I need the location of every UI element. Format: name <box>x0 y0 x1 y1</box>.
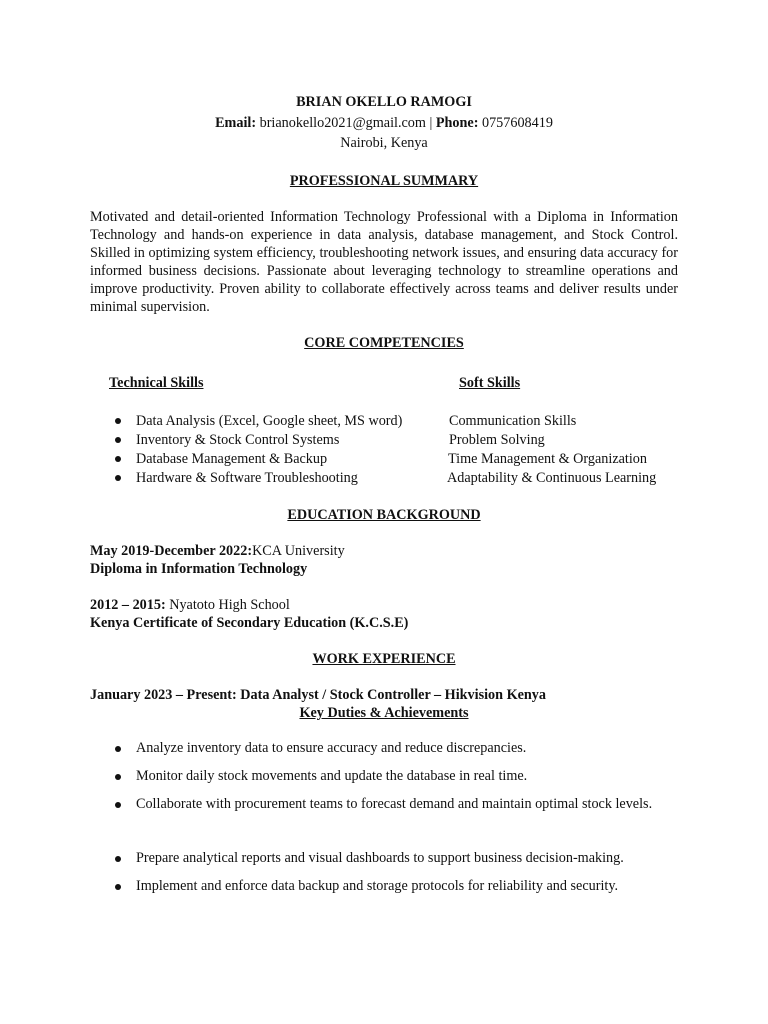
soft-skills-heading: Soft Skills <box>459 375 521 391</box>
bullet-icon <box>115 475 121 481</box>
bullet-icon <box>115 802 121 808</box>
contact-line <box>0 114 768 132</box>
duty-item: Collaborate with procurement teams to forecast demand and maintain optimal stock levels. <box>136 796 653 812</box>
work-heading: WORK EXPERIENCE <box>312 651 456 667</box>
bullet-icon <box>115 856 121 862</box>
location: Nairobi, Kenya <box>340 135 428 151</box>
education-period: 2012 – 2015: <box>90 597 166 613</box>
soft-skill-item: Time Management & Organization <box>448 451 647 467</box>
email-label: Email: <box>215 115 257 131</box>
education-entry <box>90 542 345 560</box>
technical-skill-item: Database Management & Backup <box>136 451 328 467</box>
phone-label: Phone: <box>435 115 479 131</box>
education-heading: EDUCATION BACKGROUND <box>287 507 481 523</box>
email-value: brianokello2021@gmail.com <box>259 115 426 131</box>
duty-item: Implement and enforce data backup and storage protocols for reliability and security. <box>136 878 619 894</box>
candidate-name: BRIAN OKELLO RAMOGI <box>296 94 472 110</box>
bullet-icon <box>115 746 121 752</box>
contact-separator: | <box>429 115 433 131</box>
bullet-icon <box>115 456 121 462</box>
education-institution: Nyatoto High School <box>165 597 290 613</box>
duty-item: Monitor daily stock movements and update the database in real time. <box>136 768 528 784</box>
education-qualification: Kenya Certificate of Secondary Education (K.C.S.E) <box>90 615 409 631</box>
education-qualification: Diploma in Information Technology <box>90 561 308 577</box>
technical-skill-item: Hardware & Software Troubleshooting <box>136 470 358 486</box>
soft-skill-item: Communication Skills <box>449 413 577 429</box>
summary-text: Motivated and detail-oriented Information Technology Professional with a Diploma in Information Technology and hands-on experience in data analysis, database management, and Stock Control. Skilled in optimizing system efficiency, troubleshooting network issues, and ensuring data accuracy for informed business decisions. Passionate about leveraging technology to streamline operations and improve productivity. Proven ability to collaborate effectively across teams and deliver results under minimal supervision. <box>90 209 678 315</box>
bullet-icon <box>115 437 121 443</box>
soft-skill-item: Adaptability & Continuous Learning <box>447 470 657 486</box>
technical-skill-item: Inventory & Stock Control Systems <box>136 432 340 448</box>
bullet-icon <box>115 884 121 890</box>
soft-skill-item: Problem Solving <box>449 432 545 448</box>
duty-item: Prepare analytical reports and visual dashboards to support business decision-making. <box>136 850 624 866</box>
education-institution: KCA University <box>252 543 345 559</box>
bullet-icon <box>115 418 121 424</box>
competencies-heading: CORE COMPETENCIES <box>304 335 464 351</box>
duty-item: Analyze inventory data to ensure accuracy and reduce discrepancies. <box>136 740 527 756</box>
education-period: May 2019-December 2022: <box>90 543 253 559</box>
job-title: January 2023 – Present: Data Analyst / Stock Controller – Hikvision Kenya <box>90 687 546 703</box>
phone-value: 0757608419 <box>481 115 553 131</box>
duties-heading: Key Duties & Achievements <box>299 705 469 721</box>
bullet-icon <box>115 774 121 780</box>
technical-skills-heading: Technical Skills <box>109 375 204 391</box>
education-entry <box>90 596 290 614</box>
summary-heading: PROFESSIONAL SUMMARY <box>289 173 479 189</box>
technical-skill-item: Data Analysis (Excel, Google sheet, MS word) <box>136 413 403 429</box>
